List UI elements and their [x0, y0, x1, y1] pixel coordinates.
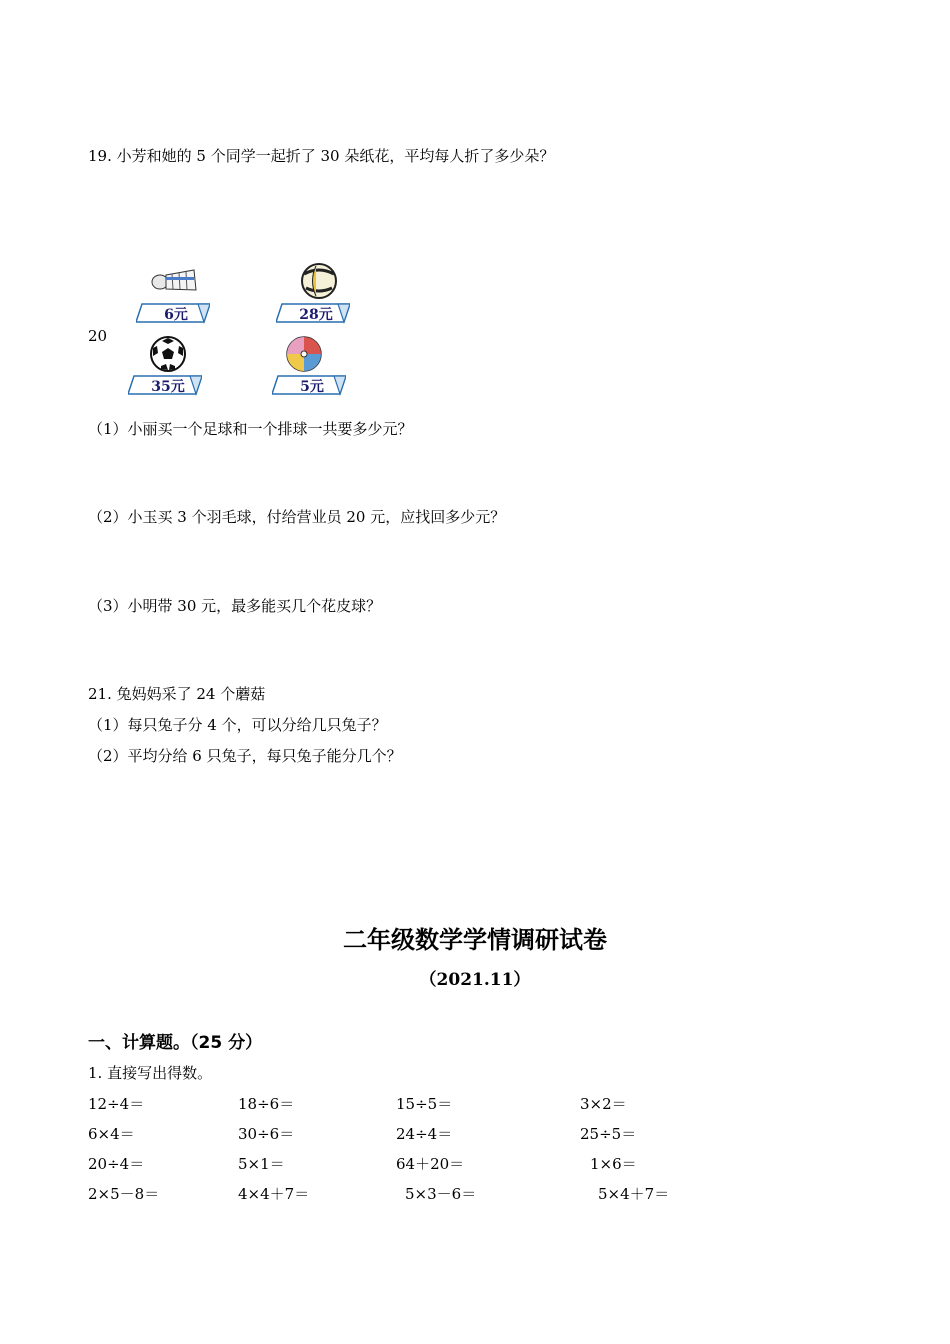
equation: 18÷6＝ — [238, 1095, 295, 1113]
question-20-part-1: （1）小丽买一个足球和一个排球一共要多少元？ — [88, 420, 413, 438]
equation: 2×5－8＝ — [88, 1185, 160, 1203]
price-item-beach-ball — [272, 336, 362, 400]
equation: 12÷4＝ — [88, 1095, 145, 1113]
price-item-shuttlecock — [136, 268, 226, 332]
equation: 64＋20＝ — [396, 1155, 465, 1173]
question-21-part-2: （2）平均分给 6 只兔子，每只兔子能分几个？ — [88, 747, 402, 765]
equation: 4×4＋7＝ — [238, 1185, 310, 1203]
question-21: 21. 兔妈妈采了 24 个蘑菇 — [88, 685, 266, 703]
equation: 6×4＝ — [88, 1125, 135, 1143]
exam-date: （2021.11） — [419, 970, 531, 990]
price-label: 28元 — [299, 307, 333, 323]
equation: 5×4＋7＝ — [598, 1185, 670, 1203]
equation: 15÷5＝ — [396, 1095, 453, 1113]
price-label: 5元 — [300, 379, 324, 395]
equation: 5×3－6＝ — [405, 1185, 477, 1203]
price-item-volleyball — [276, 262, 366, 326]
price-item-soccer-ball — [128, 336, 218, 400]
soccer-ball-icon — [128, 336, 218, 376]
equation: 3×2＝ — [580, 1095, 627, 1113]
section-1-heading: 一、计算题。（25 分） — [88, 1033, 263, 1053]
equation: 24÷4＝ — [396, 1125, 453, 1143]
price-label: 35元 — [151, 379, 185, 395]
volleyball-icon — [276, 262, 366, 302]
question-20-part-3: （3）小明带 30 元，最多能买几个花皮球？ — [88, 597, 382, 615]
price-label: 6元 — [164, 307, 188, 323]
equation: 30÷6＝ — [238, 1125, 295, 1143]
equation: 5×1＝ — [238, 1155, 285, 1173]
question-20-part-2: （2）小玉买 3 个羽毛球，付给营业员 20 元，应找回多少元？ — [88, 508, 506, 526]
question-19: 19. 小芳和她的 5 个同学一起折了 30 朵纸花，平均每人折了多少朵？ — [88, 147, 555, 165]
question-1: 1. 直接写出得数。 — [88, 1064, 213, 1082]
equation: 1×6＝ — [590, 1155, 637, 1173]
question-21-part-1: （1）每只兔子分 4 个，可以分给几只兔子？ — [88, 716, 387, 734]
beach-ball-icon — [272, 336, 362, 376]
equation: 25÷5＝ — [580, 1125, 637, 1143]
question-20-number: 20 — [88, 327, 108, 345]
exam-title: 二年级数学学情调研试卷 — [343, 926, 607, 954]
equation: 20÷4＝ — [88, 1155, 145, 1173]
